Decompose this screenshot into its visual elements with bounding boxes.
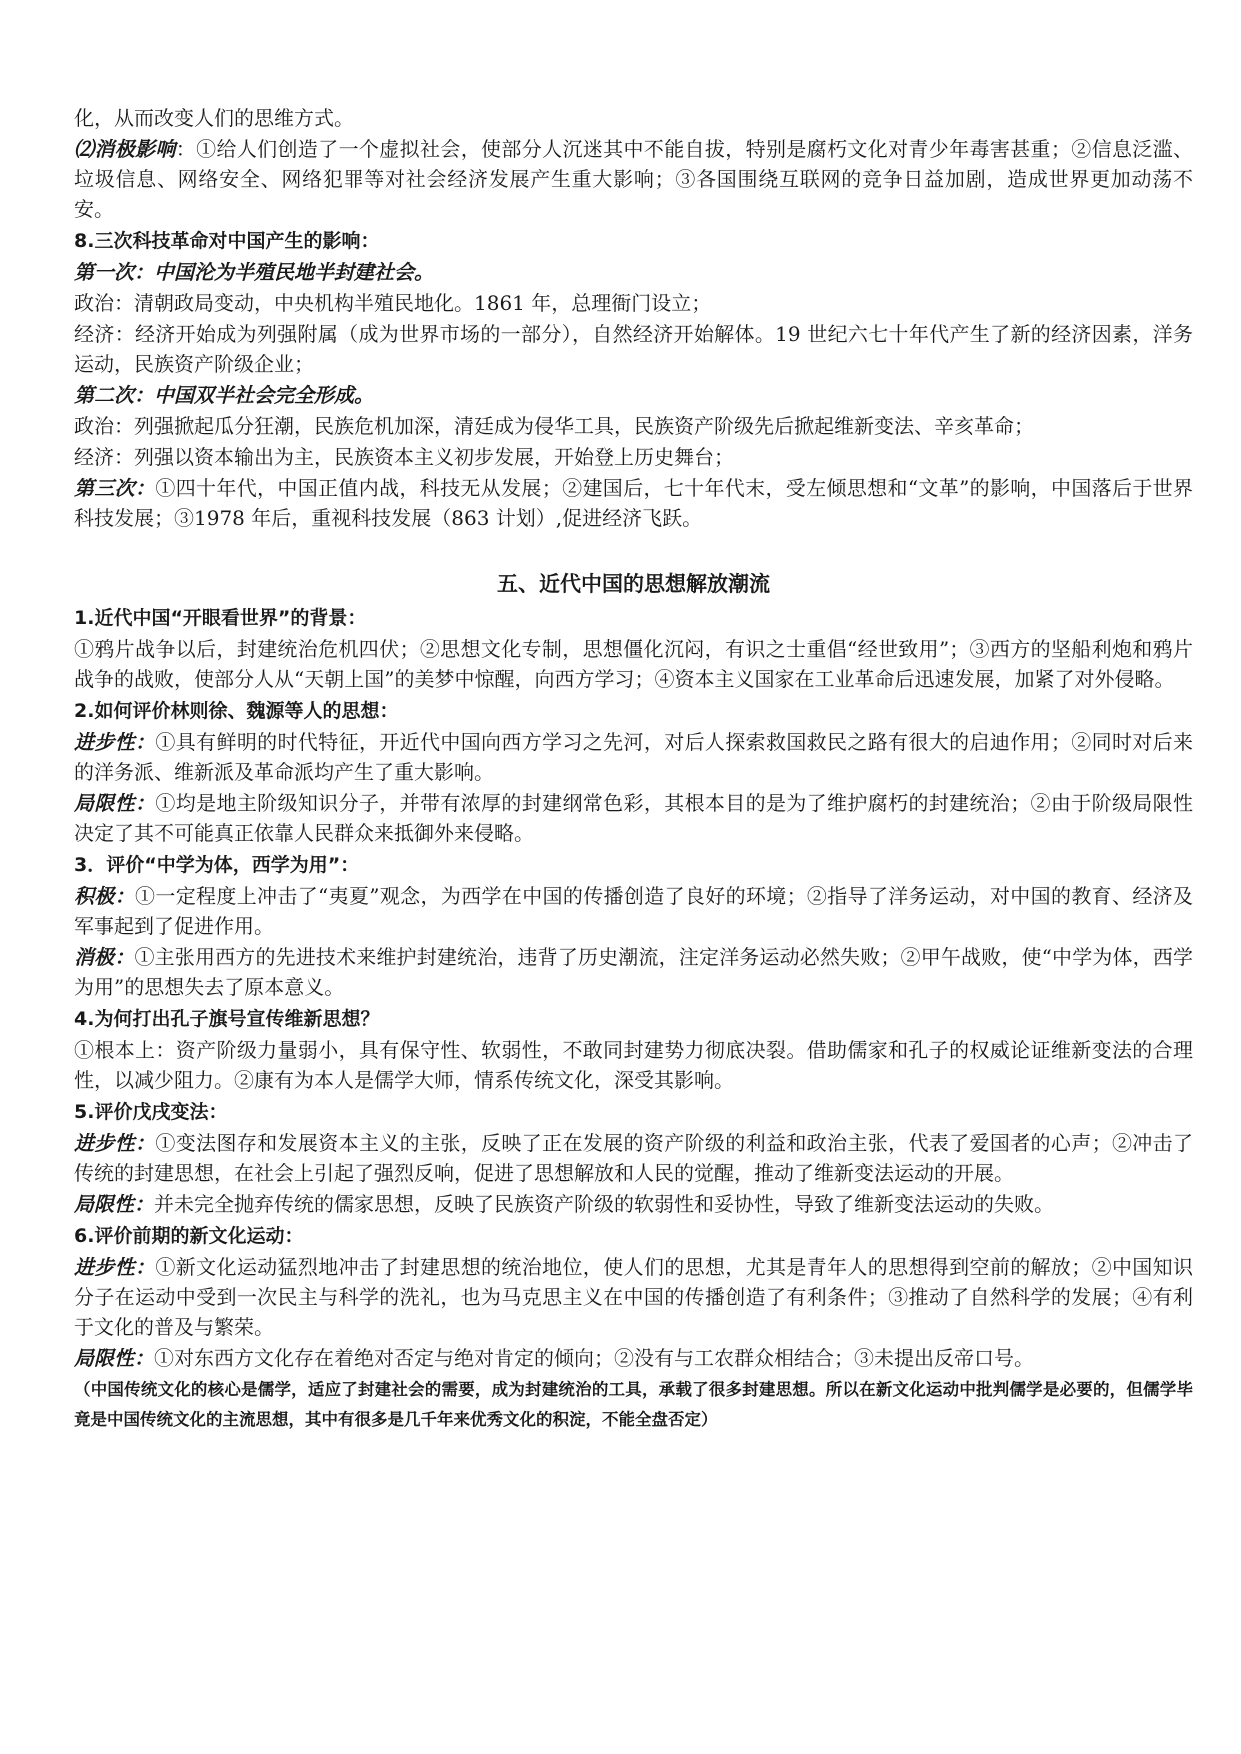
q3-negative-lead: 消极： [74, 945, 135, 969]
q5-limitation-lead: 局限性： [74, 1192, 154, 1216]
negative-impact-lead: ⑵消极影响 [74, 137, 176, 161]
first-revolution-heading: 第一次：中国沦为半殖民地半封建社会。 [74, 260, 434, 284]
q2-limitation-paragraph [74, 788, 1193, 848]
q2-title: 2.如何评价林则徐、魏源等人的思想： [74, 700, 399, 722]
section-8-title: 8.三次科技革命对中国产生的影响： [74, 230, 380, 252]
first-politics: 政治：清朝政局变动，中央机构半殖民地化。1861 年，总理衙门设立； [74, 291, 712, 315]
second-politics: 政治：列强掀起瓜分狂潮，民族危机加深，清廷成为侵华工具，民族资产阶级先后掀起维新变法、辛亥革命； [74, 414, 1034, 438]
q2-limitation-text: ①均是地主阶级知识分子，并带有浓厚的封建纲常色彩，其根本目的是为了维护腐朽的封建统治；②由于阶级局限性决定了其不可能真正依靠人民群众来抵御外来侵略。 [74, 791, 1194, 845]
q4-text: ①根本上：资产阶级力量弱小，具有保守性、软弱性，不敢同封建势力彻底决裂。借助儒家和孔子的权威论证维新变法的合理性，以减少阻力。②康有为本人是儒学大师，情系传统文化，深受其影响。 [74, 1038, 1193, 1092]
third-revolution-lead: 第三次： [74, 476, 156, 500]
q6-progress-paragraph [74, 1252, 1193, 1342]
q5-limitation-text: 并未完全抛弃传统的儒家思想，反映了民族资产阶级的软弱性和妥协性，导致了维新变法运动的失败。 [154, 1192, 1054, 1216]
q6-limitation-lead: 局限性： [74, 1346, 154, 1370]
q4-title: 4.为何打出孔子旗号宣传维新思想？ [74, 1008, 380, 1030]
q5-progress-text: ①变法图存和发展资本主义的主张，反映了正在发展的资产阶级的利益和政治主张，代表了爱国者的心声；②冲击了传统的封建思想，在社会上引起了强烈反响，促进了思想解放和人民的觉醒，推动了维新变法运动的开展。 [74, 1131, 1194, 1185]
q1-title: 1.近代中国“开眼看世界”的背景： [74, 607, 367, 629]
q3-title: 3．评价“中学为体，西学为用”： [74, 854, 360, 876]
q5-limitation-paragraph [74, 1189, 1193, 1219]
q3-positive-text: ①一定程度上冲击了“夷夏”观念，为西学在中国的传播创造了良好的环境；②指导了洋务运动，对中国的教育、经济及军事起到了促进作用。 [74, 884, 1193, 938]
q3-negative-paragraph [74, 942, 1193, 1002]
q2-progress-paragraph [74, 727, 1193, 787]
q3-negative-text: ①主张用西方的先进技术来维护封建统治，违背了历史潮流，注定洋务运动必然失败；②甲午战败，使“中学为体，西学为用”的思想失去了原本意义。 [74, 945, 1193, 999]
q6-progress-lead: 进步性： [74, 1255, 156, 1279]
section-5-title: 五、近代中国的思想解放潮流 [497, 572, 770, 596]
second-revolution-lead [74, 380, 1193, 410]
q5-title: 5.评价戊戌变法： [74, 1101, 228, 1123]
closing-note: （中国传统文化的核心是儒学，适应了封建社会的需要，成为封建统治的工具，承载了很多封建思想。所以在新文化运动中批判儒学是必要的，但儒学毕竟是中国传统文化的主流思想，其中有很多是几千年来优秀文化的积淀，不能全盘否定） [74, 1380, 1193, 1429]
q6-title: 6.评价前期的新文化运动： [74, 1225, 304, 1247]
q5-progress-paragraph [74, 1128, 1193, 1188]
first-revolution-lead [74, 257, 1193, 287]
q1-text: ①鸦片战争以后，封建统治危机四伏；②思想文化专制，思想僵化沉闷，有识之士重倡“经世致用”；③西方的坚船利炮和鸦片战争的战败，使部分人从“天朝上国”的美梦中惊醒，向西方学习；④资本主义国家在工业革命后迅速发展，加紧了对外侵略。 [74, 637, 1193, 691]
second-revolution-heading: 第二次：中国双半社会完全形成。 [74, 383, 374, 407]
q6-progress-text: ①新文化运动猛烈地冲击了封建思想的统治地位，使人们的思想，尤其是青年人的思想得到空前的解放；②中国知识分子在运动中受到一次民主与科学的洗礼，也为马克思主义在中国的传播创造了有利条件；③推动了自然科学的发展；④有利于文化的普及与繁荣。 [74, 1255, 1194, 1339]
third-revolution-text: ①四十年代，中国正值内战，科技无从发展；②建国后，七十年代末，受左倾思想和“文革”的影响，中国落后于世界科技发展；③1978 年后，重视科技发展（863 计划）,促进经济飞跃。 [74, 476, 1194, 530]
q2-progress-lead: 进步性： [74, 730, 156, 754]
q5-progress-lead: 进步性： [74, 1131, 156, 1155]
q3-positive-paragraph [74, 881, 1193, 941]
third-revolution-paragraph [74, 473, 1193, 533]
first-economy: 经济：经济开始成为列强附属（成为世界市场的一部分），自然经济开始解体。19 世纪六七十年代产生了新的经济因素，洋务运动，民族资产阶级企业； [74, 322, 1193, 376]
second-economy: 经济：列强以资本输出为主，民族资本主义初步发展，开始登上历史舞台； [74, 445, 734, 469]
q6-limitation-text: ①对东西方文化存在着绝对否定与绝对肯定的倾向；②没有与工农群众相结合；③未提出反帝口号。 [154, 1346, 1034, 1370]
q3-positive-lead: 积极： [74, 884, 136, 908]
q2-limitation-lead: 局限性： [74, 791, 156, 815]
continuation-line: 化，从而改变人们的思维方式。 [74, 106, 354, 130]
q6-limitation-paragraph [74, 1343, 1193, 1373]
q2-progress-text: ①具有鲜明的时代特征，开近代中国向西方学习之先河，对后人探索救国救民之路有很大的启迪作用；②同时对后来的洋务派、维新派及革命派均产生了重大影响。 [74, 730, 1194, 784]
negative-impact-text: ：①给人们创造了一个虚拟社会，使部分人沉迷其中不能自拔，特别是腐朽文化对青少年毒害甚重；②信息泛滥、垃圾信息、网络安全、网络犯罪等对社会经济发展产生重大影响；③各国围绕互联网的竞争日益加剧，造成世界更加动荡不安。 [74, 137, 1194, 221]
negative-impact-paragraph [74, 134, 1193, 224]
